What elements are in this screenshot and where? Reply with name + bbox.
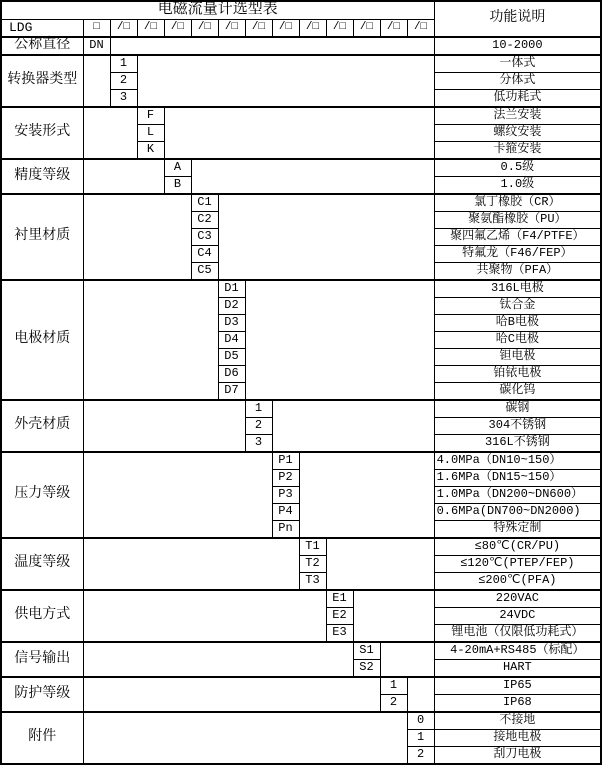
option-code: 1 (380, 677, 407, 695)
option-code: D3 (218, 314, 245, 331)
option-code: E2 (326, 607, 353, 624)
option-description: 分体式 (434, 72, 601, 89)
option-code: D7 (218, 382, 245, 400)
option-description: 一体式 (434, 55, 601, 73)
option-description: 4-20mA+RS485（标配） (434, 642, 601, 660)
group-label: 转换器类型 (1, 55, 83, 107)
selection-table-body (1, 1, 601, 764)
code-slot: /□ (137, 19, 164, 37)
function-column-header: 功能说明 (434, 1, 601, 37)
code-slot: /□ (245, 19, 272, 37)
option-code: P4 (272, 503, 299, 520)
empty-cell (218, 194, 434, 280)
option-description: 哈C电极 (434, 331, 601, 348)
option-code: C5 (191, 262, 218, 280)
empty-cell (299, 452, 434, 538)
option-description: 特氟龙（F46/FEP） (434, 245, 601, 262)
option-description: 4.0MPa（DN10~150） (434, 452, 601, 470)
empty-cell (83, 712, 407, 764)
code-slot: /□ (164, 19, 191, 37)
option-description: 铂铱电极 (434, 365, 601, 382)
group-label: 精度等级 (1, 159, 83, 194)
empty-cell (272, 400, 434, 452)
option-description: 316L不锈钢 (434, 434, 601, 452)
code-slot: /□ (380, 19, 407, 37)
option-description: 低功耗式 (434, 89, 601, 107)
option-code: 2 (407, 746, 434, 764)
option-description: 0.6MPa(DN700~DN2000) (434, 503, 601, 520)
option-code: E3 (326, 624, 353, 642)
option-code: 1 (110, 55, 137, 73)
code-slot: /□ (218, 19, 245, 37)
empty-cell (83, 590, 326, 642)
option-code: A (164, 159, 191, 177)
group-label: 电极材质 (1, 280, 83, 400)
code-slot: /□ (407, 19, 434, 37)
empty-cell (245, 280, 434, 400)
option-code: 3 (110, 89, 137, 107)
option-code: D4 (218, 331, 245, 348)
code-slot: /□ (299, 19, 326, 37)
group-label: 供电方式 (1, 590, 83, 642)
empty-cell (83, 452, 272, 538)
empty-cell (191, 159, 434, 194)
empty-cell (137, 55, 434, 107)
empty-cell (407, 677, 434, 712)
option-code: 1 (407, 729, 434, 746)
group-label: 外壳材质 (1, 400, 83, 452)
option-code: D5 (218, 348, 245, 365)
empty-cell (83, 107, 137, 159)
option-description: 碳化钨 (434, 382, 601, 400)
option-code: T1 (299, 538, 326, 556)
option-code: B (164, 176, 191, 194)
option-description: 共聚物（PFA） (434, 262, 601, 280)
option-code: 2 (245, 417, 272, 434)
option-code: T3 (299, 572, 326, 590)
option-description: ≤120℃(PTEP/FEP) (434, 555, 601, 572)
option-code: 1 (245, 400, 272, 418)
option-description: 接地电极 (434, 729, 601, 746)
empty-cell (326, 538, 434, 590)
option-code: F (137, 107, 164, 125)
option-description: ≤200℃(PFA) (434, 572, 601, 590)
option-description: 氯丁橡胶（CR） (434, 194, 601, 212)
option-description: 0.5级 (434, 159, 601, 177)
model-prefix: LDG (1, 19, 83, 37)
option-description: 锂电池（仅限低功耗式） (434, 624, 601, 642)
option-description: 1.0MPa（DN200~DN600） (434, 486, 601, 503)
group-label: 安装形式 (1, 107, 83, 159)
empty-cell (83, 55, 110, 107)
option-description: 螺纹安装 (434, 124, 601, 141)
option-code: C4 (191, 245, 218, 262)
option-code: L (137, 124, 164, 141)
option-code: Pn (272, 520, 299, 538)
option-description: 1.6MPa（DN15~150） (434, 469, 601, 486)
option-description: 24VDC (434, 607, 601, 624)
option-description: 220VAC (434, 590, 601, 608)
empty-cell (353, 590, 434, 642)
option-description: 钛合金 (434, 297, 601, 314)
option-description: 卡箍安装 (434, 141, 601, 159)
dn-code: DN (83, 37, 110, 55)
option-description: 钽电极 (434, 348, 601, 365)
code-slot: /□ (110, 19, 137, 37)
empty-cell (164, 107, 434, 159)
option-description: 不接地 (434, 712, 601, 730)
page-title: 电磁流量计选型表 (1, 1, 434, 19)
empty-cell (83, 159, 164, 194)
option-description: 特殊定制 (434, 520, 601, 538)
option-code: P1 (272, 452, 299, 470)
option-code: P3 (272, 486, 299, 503)
option-code: E1 (326, 590, 353, 608)
code-slot: /□ (272, 19, 299, 37)
option-description: 法兰安装 (434, 107, 601, 125)
empty-cell (380, 642, 434, 677)
group-label: 温度等级 (1, 538, 83, 590)
option-description: 304不锈钢 (434, 417, 601, 434)
row-label-nominal-diameter: 公称直径 (1, 37, 83, 55)
option-code: 0 (407, 712, 434, 730)
empty-cell (83, 538, 299, 590)
option-description: 1.0级 (434, 176, 601, 194)
option-description: 刮刀电极 (434, 746, 601, 764)
option-code: C2 (191, 211, 218, 228)
option-description: 316L电极 (434, 280, 601, 298)
dn-description: 10-2000 (434, 37, 601, 55)
option-code: D6 (218, 365, 245, 382)
empty-cell (83, 642, 353, 677)
option-code: P2 (272, 469, 299, 486)
option-description: 哈B电极 (434, 314, 601, 331)
group-label: 附件 (1, 712, 83, 764)
option-code: T2 (299, 555, 326, 572)
option-description: 碳钢 (434, 400, 601, 418)
code-slot: /□ (326, 19, 353, 37)
option-code: 2 (110, 72, 137, 89)
option-code: D1 (218, 280, 245, 298)
option-description: ≤80℃(CR/PU) (434, 538, 601, 556)
option-description: IP65 (434, 677, 601, 695)
option-code: C3 (191, 228, 218, 245)
empty-cell (83, 677, 380, 712)
option-code: S2 (353, 659, 380, 677)
option-code: C1 (191, 194, 218, 212)
option-code: D2 (218, 297, 245, 314)
group-label: 信号输出 (1, 642, 83, 677)
option-code: 3 (245, 434, 272, 452)
empty-cell (83, 194, 191, 280)
code-slot: /□ (191, 19, 218, 37)
group-label: 防护等级 (1, 677, 83, 712)
option-description: IP68 (434, 694, 601, 712)
option-description: 聚氨酯橡胶（PU） (434, 211, 601, 228)
option-description: HART (434, 659, 601, 677)
code-slot: /□ (353, 19, 380, 37)
option-code: K (137, 141, 164, 159)
option-code: 2 (380, 694, 407, 712)
empty-cell (83, 400, 245, 452)
option-description: 聚四氟乙烯（F4/PTFE） (434, 228, 601, 245)
dn-placeholder-box: □ (83, 19, 110, 37)
group-label: 衬里材质 (1, 194, 83, 280)
option-code: S1 (353, 642, 380, 660)
empty-cell (110, 37, 434, 55)
empty-cell (83, 280, 218, 400)
group-label: 压力等级 (1, 452, 83, 538)
